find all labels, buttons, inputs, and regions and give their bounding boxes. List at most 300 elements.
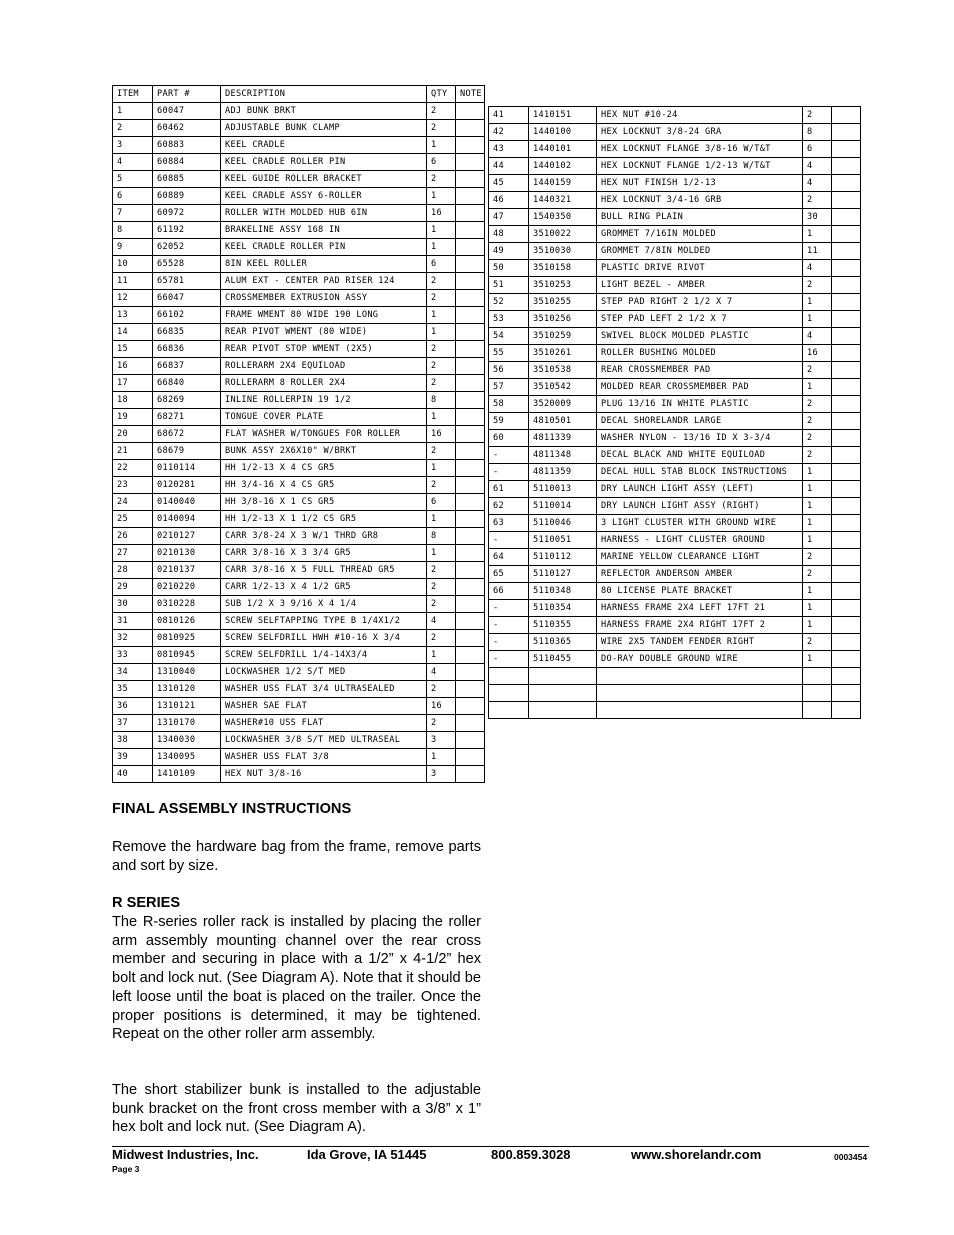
table-row: [489, 617, 861, 634]
cell-note: [456, 409, 485, 426]
cell-part-number: 5110354: [529, 600, 597, 617]
cell-qty: 2: [427, 443, 456, 460]
cell-description: BRAKELINE ASSY 168 IN: [221, 222, 427, 239]
cell-description: KEEL CRADLE ROLLER PIN: [221, 239, 427, 256]
cell-description: FRAME WMENT 80 WIDE 190 LONG: [221, 307, 427, 324]
cell-note: [832, 226, 861, 243]
cell-qty: 1: [427, 460, 456, 477]
cell-part-number: 0210127: [153, 528, 221, 545]
cell-qty: 3: [427, 732, 456, 749]
table-row: [489, 549, 861, 566]
cell-part-number: 5110014: [529, 498, 597, 515]
cell-item: 42: [489, 124, 529, 141]
cell-item: 16: [113, 358, 153, 375]
table-row: [113, 766, 485, 783]
cell-note: [456, 494, 485, 511]
cell-part-number: 1540350: [529, 209, 597, 226]
cell-note: [832, 702, 861, 719]
cell-description: HEX NUT 3/8-16: [221, 766, 427, 783]
cell-qty: 2: [803, 192, 832, 209]
cell-qty: 6: [427, 494, 456, 511]
cell-qty: 2: [427, 171, 456, 188]
cell-part-number: 61192: [153, 222, 221, 239]
cell-part-number: 66047: [153, 290, 221, 307]
cell-item: 54: [489, 328, 529, 345]
cell-note: [456, 630, 485, 647]
cell-item: -: [489, 532, 529, 549]
footer-phone: 800.859.3028: [491, 1147, 571, 1162]
cell-item: 32: [113, 630, 153, 647]
table-row: [489, 515, 861, 532]
cell-qty: 1: [427, 409, 456, 426]
cell-item: 47: [489, 209, 529, 226]
cell-qty: 1: [803, 311, 832, 328]
cell-qty: 2: [803, 549, 832, 566]
cell-note: [832, 651, 861, 668]
cell-qty: 1: [427, 222, 456, 239]
cell-item: 23: [113, 477, 153, 494]
cell-item: 21: [113, 443, 153, 460]
cell-qty: 16: [427, 426, 456, 443]
cell-description: PLASTIC DRIVE RIVOT: [597, 260, 803, 277]
cell-note: [456, 477, 485, 494]
cell-qty: 16: [803, 345, 832, 362]
cell-note: [832, 260, 861, 277]
cell-item: 4: [113, 154, 153, 171]
cell-qty: 2: [803, 430, 832, 447]
table-row: [489, 430, 861, 447]
cell-item: 25: [113, 511, 153, 528]
cell-description: ALUM EXT - CENTER PAD RISER 124: [221, 273, 427, 290]
cell-item: 59: [489, 413, 529, 430]
table-row: [489, 124, 861, 141]
cell-item: 2: [113, 120, 153, 137]
cell-item: 6: [113, 188, 153, 205]
cell-item: 37: [113, 715, 153, 732]
cell-part-number: 0140094: [153, 511, 221, 528]
cell-part-number: 3520009: [529, 396, 597, 413]
table-row: [489, 311, 861, 328]
table-row: [113, 341, 485, 358]
table-row: [113, 477, 485, 494]
table-row: [113, 613, 485, 630]
cell-note: [456, 290, 485, 307]
r-series-body: The R-series roller rack is installed by placing the roller arm assembly mounting channel over the rear cross member and securing in place with a 1/2” x 4-1/2” hex bolt and lock nut. (See Diagram A). Note that it should be left loose until the boat is placed on the trailer. Once the proper positions is determined, it may be tightened. Repeat on the other roller arm assembly.: [112, 914, 481, 1043]
cell-item: 17: [113, 375, 153, 392]
cell-item: 19: [113, 409, 153, 426]
cell-part-number: 3510538: [529, 362, 597, 379]
cell-note: [832, 532, 861, 549]
cell-description: SUB 1/2 X 3 9/16 X 4 1/4: [221, 596, 427, 613]
cell-item: 10: [113, 256, 153, 273]
cell-item: 15: [113, 341, 153, 358]
cell-note: [456, 613, 485, 630]
cell-description: REAR PIVOT STOP WMENT (2X5): [221, 341, 427, 358]
cell-qty: 2: [427, 562, 456, 579]
cell-description: CARR 3/8-24 X 3 W/1 THRD GR8: [221, 528, 427, 545]
table-row: [113, 562, 485, 579]
cell-item: 20: [113, 426, 153, 443]
cell-qty: 1: [803, 651, 832, 668]
cell-item: 57: [489, 379, 529, 396]
cell-item: 9: [113, 239, 153, 256]
cell-part-number: 3510030: [529, 243, 597, 260]
cell-qty: 4: [803, 328, 832, 345]
cell-description: HH 1/2-13 X 4 CS GR5: [221, 460, 427, 477]
cell-part-number: 1440159: [529, 175, 597, 192]
cell-note: [832, 175, 861, 192]
table-row: [113, 307, 485, 324]
table-row: [489, 396, 861, 413]
cell-item: 41: [489, 107, 529, 124]
cell-part-number: 60885: [153, 171, 221, 188]
cell-note: [456, 375, 485, 392]
cell-description: FLAT WASHER W/TONGUES FOR ROLLER: [221, 426, 427, 443]
table-row: [113, 579, 485, 596]
cell-note: [832, 141, 861, 158]
header-item: ITEM: [113, 86, 153, 103]
cell-note: [456, 460, 485, 477]
cell-part-number: 3510158: [529, 260, 597, 277]
cell-description: REAR PIVOT WMENT (80 WIDE): [221, 324, 427, 341]
cell-part-number: [529, 702, 597, 719]
cell-qty: 2: [427, 103, 456, 120]
cell-description: SWIVEL BLOCK MOLDED PLASTIC: [597, 328, 803, 345]
cell-item: 44: [489, 158, 529, 175]
cell-note: [832, 583, 861, 600]
cell-part-number: 60462: [153, 120, 221, 137]
table-row: [489, 175, 861, 192]
cell-description: HH 1/2-13 X 1 1/2 CS GR5: [221, 511, 427, 528]
cell-description: HEX LOCKNUT FLANGE 1/2-13 W/T&T: [597, 158, 803, 175]
header-part-number: PART #: [153, 86, 221, 103]
cell-description: REFLECTOR ANDERSON AMBER: [597, 566, 803, 583]
cell-description: HH 3/4-16 X 4 CS GR5: [221, 477, 427, 494]
cell-qty: 1: [803, 532, 832, 549]
cell-qty: 2: [427, 273, 456, 290]
cell-item: 62: [489, 498, 529, 515]
cell-note: [456, 749, 485, 766]
cell-item: -: [489, 617, 529, 634]
cell-item: 49: [489, 243, 529, 260]
cell-note: [832, 668, 861, 685]
cell-note: [832, 192, 861, 209]
cell-note: [832, 243, 861, 260]
cell-description: 3 LIGHT CLUSTER WITH GROUND WIRE: [597, 515, 803, 532]
cell-qty: 2: [427, 681, 456, 698]
cell-item: 26: [113, 528, 153, 545]
cell-qty: 1: [427, 239, 456, 256]
cell-part-number: 0120281: [153, 477, 221, 494]
cell-item: 40: [113, 766, 153, 783]
cell-description: CARR 3/8-16 X 3 3/4 GR5: [221, 545, 427, 562]
cell-item: -: [489, 447, 529, 464]
cell-note: [456, 341, 485, 358]
cell-part-number: 3510253: [529, 277, 597, 294]
cell-part-number: 1410151: [529, 107, 597, 124]
cell-note: [832, 464, 861, 481]
cell-qty: 16: [427, 205, 456, 222]
cell-item: 30: [113, 596, 153, 613]
cell-part-number: 1340030: [153, 732, 221, 749]
cell-part-number: 0210130: [153, 545, 221, 562]
cell-description: MOLDED REAR CROSSMEMBER PAD: [597, 379, 803, 396]
cell-part-number: 0810945: [153, 647, 221, 664]
table-row: [113, 664, 485, 681]
cell-qty: 2: [803, 413, 832, 430]
cell-part-number: 0210220: [153, 579, 221, 596]
cell-item: 35: [113, 681, 153, 698]
table-row: [113, 511, 485, 528]
table-row: [113, 358, 485, 375]
cell-qty: 1: [803, 481, 832, 498]
table-row: [113, 732, 485, 749]
cell-qty: 2: [803, 107, 832, 124]
cell-description: DRY LAUNCH LIGHT ASSY (LEFT): [597, 481, 803, 498]
table-row: [489, 277, 861, 294]
cell-description: HH 3/8-16 X 1 CS GR5: [221, 494, 427, 511]
cell-qty: 8: [427, 528, 456, 545]
cell-qty: 2: [427, 375, 456, 392]
cell-description: KEEL CRADLE ASSY 6-ROLLER: [221, 188, 427, 205]
cell-part-number: 3510259: [529, 328, 597, 345]
cell-note: [456, 205, 485, 222]
table-row: [113, 596, 485, 613]
cell-note: [456, 120, 485, 137]
cell-note: [832, 549, 861, 566]
cell-qty: 2: [427, 715, 456, 732]
cell-qty: [803, 668, 832, 685]
cell-description: HEX NUT FINISH 1/2-13: [597, 175, 803, 192]
table-row: [489, 158, 861, 175]
cell-part-number: 3510255: [529, 294, 597, 311]
cell-description: KEEL CRADLE ROLLER PIN: [221, 154, 427, 171]
parts-table-left: [112, 85, 485, 783]
cell-part-number: 66835: [153, 324, 221, 341]
cell-note: [456, 681, 485, 698]
cell-description: CROSSMEMBER EXTRUSION ASSY: [221, 290, 427, 307]
cell-item: [489, 685, 529, 702]
cell-description: HARNESS FRAME 2X4 LEFT 17FT 21: [597, 600, 803, 617]
cell-item: 66: [489, 583, 529, 600]
cell-description: GROMMET 7/8IN MOLDED: [597, 243, 803, 260]
cell-note: [456, 256, 485, 273]
cell-note: [456, 392, 485, 409]
cell-item: [489, 668, 529, 685]
cell-qty: 6: [803, 141, 832, 158]
table-row: [113, 171, 485, 188]
cell-description: HEX LOCKNUT FLANGE 3/8-16 W/T&T: [597, 141, 803, 158]
cell-note: [456, 239, 485, 256]
cell-part-number: 66836: [153, 341, 221, 358]
instructions-intro: Remove the hardware bag from the frame, remove parts and sort by size.: [112, 839, 481, 874]
cell-description: GROMMET 7/16IN MOLDED: [597, 226, 803, 243]
table-row: [489, 685, 861, 702]
cell-qty: 11: [803, 243, 832, 260]
cell-item: 50: [489, 260, 529, 277]
cell-part-number: 1440102: [529, 158, 597, 175]
table-row: [113, 392, 485, 409]
cell-description: WASHER NYLON - 13/16 ID X 3-3/4: [597, 430, 803, 447]
cell-item: 1: [113, 103, 153, 120]
cell-part-number: 66840: [153, 375, 221, 392]
cell-note: [456, 562, 485, 579]
cell-description: STEP PAD RIGHT 2 1/2 X 7: [597, 294, 803, 311]
cell-part-number: 65528: [153, 256, 221, 273]
cell-qty: 4: [803, 158, 832, 175]
cell-description: INLINE ROLLERPIN 19 1/2: [221, 392, 427, 409]
cell-item: 34: [113, 664, 153, 681]
cell-qty: 3: [427, 766, 456, 783]
cell-item: 22: [113, 460, 153, 477]
cell-part-number: 60884: [153, 154, 221, 171]
cell-qty: 1: [427, 307, 456, 324]
cell-note: [456, 511, 485, 528]
cell-part-number: 5110355: [529, 617, 597, 634]
cell-description: BUNK ASSY 2X6X10" W/BRKT: [221, 443, 427, 460]
cell-item: 13: [113, 307, 153, 324]
cell-part-number: 5110455: [529, 651, 597, 668]
cell-note: [832, 447, 861, 464]
cell-description: ROLLER BUSHING MOLDED: [597, 345, 803, 362]
cell-description: SCREW SELFTAPPING TYPE B 1/4X1/2: [221, 613, 427, 630]
cell-note: [832, 294, 861, 311]
cell-item: 43: [489, 141, 529, 158]
cell-description: WIRE 2X5 TANDEM FENDER RIGHT: [597, 634, 803, 651]
cell-note: [456, 579, 485, 596]
cell-item: -: [489, 464, 529, 481]
table-row: [489, 192, 861, 209]
table-row: [113, 545, 485, 562]
header-qty: QTY: [427, 86, 456, 103]
cell-part-number: 1310121: [153, 698, 221, 715]
cell-item: 33: [113, 647, 153, 664]
cell-description: DO-RAY DOUBLE GROUND WIRE: [597, 651, 803, 668]
cell-description: WASHER SAE FLAT: [221, 698, 427, 715]
cell-qty: 4: [427, 664, 456, 681]
cell-part-number: 66102: [153, 307, 221, 324]
cell-description: [597, 685, 803, 702]
cell-description: REAR CROSSMEMBER PAD: [597, 362, 803, 379]
cell-qty: 1: [427, 647, 456, 664]
table-row: [489, 328, 861, 345]
cell-qty: 2: [803, 634, 832, 651]
cell-qty: 2: [427, 358, 456, 375]
cell-description: LOCKWASHER 3/8 S/T MED ULTRASEAL: [221, 732, 427, 749]
cell-note: [832, 107, 861, 124]
table-header-row: [113, 86, 485, 103]
cell-note: [456, 732, 485, 749]
cell-note: [456, 596, 485, 613]
instructions-heading: FINAL ASSEMBLY INSTRUCTIONS: [112, 801, 352, 817]
cell-item: 18: [113, 392, 153, 409]
cell-part-number: 3510261: [529, 345, 597, 362]
cell-item: 12: [113, 290, 153, 307]
cell-qty: 1: [803, 379, 832, 396]
cell-part-number: 62052: [153, 239, 221, 256]
table-row: [489, 141, 861, 158]
table-row: [113, 681, 485, 698]
table-row: [489, 702, 861, 719]
header-note: NOTE: [456, 86, 485, 103]
cell-note: [832, 481, 861, 498]
cell-part-number: 0210137: [153, 562, 221, 579]
table-row: [113, 426, 485, 443]
cell-qty: 2: [427, 477, 456, 494]
cell-item: 52: [489, 294, 529, 311]
cell-qty: 30: [803, 209, 832, 226]
table-row: [489, 107, 861, 124]
cell-note: [456, 426, 485, 443]
cell-qty: 1: [427, 137, 456, 154]
cell-description: TONGUE COVER PLATE: [221, 409, 427, 426]
cell-qty: 1: [427, 188, 456, 205]
table-row: [489, 260, 861, 277]
cell-item: 63: [489, 515, 529, 532]
cell-part-number: 66837: [153, 358, 221, 375]
cell-part-number: 60972: [153, 205, 221, 222]
cell-description: SCREW SELFDRILL HWH #10-16 X 3/4: [221, 630, 427, 647]
cell-part-number: 5110013: [529, 481, 597, 498]
table-row: [489, 243, 861, 260]
cell-qty: 1: [803, 583, 832, 600]
cell-description: KEEL GUIDE ROLLER BRACKET: [221, 171, 427, 188]
cell-part-number: 5110365: [529, 634, 597, 651]
table-row: [113, 528, 485, 545]
table-row: [489, 447, 861, 464]
cell-qty: 2: [427, 596, 456, 613]
cell-description: WASHER USS FLAT 3/8: [221, 749, 427, 766]
header-description: DESCRIPTION: [221, 86, 427, 103]
table-row: [113, 205, 485, 222]
cell-part-number: 60889: [153, 188, 221, 205]
cell-item: 27: [113, 545, 153, 562]
cell-qty: 6: [427, 256, 456, 273]
table-row: [113, 375, 485, 392]
cell-description: STEP PAD LEFT 2 1/2 X 7: [597, 311, 803, 328]
cell-note: [456, 154, 485, 171]
table-row: [113, 290, 485, 307]
cell-description: HARNESS FRAME 2X4 RIGHT 17FT 2: [597, 617, 803, 634]
cell-qty: 2: [427, 341, 456, 358]
table-row: [113, 630, 485, 647]
footer-website: www.shorelandr.com: [631, 1147, 762, 1162]
cell-qty: 1: [803, 600, 832, 617]
cell-description: MARINE YELLOW CLEARANCE LIGHT: [597, 549, 803, 566]
cell-part-number: 5110112: [529, 549, 597, 566]
cell-note: [456, 324, 485, 341]
cell-qty: 4: [803, 175, 832, 192]
cell-description: HEX LOCKNUT 3/8-24 GRA: [597, 124, 803, 141]
table-row: [489, 668, 861, 685]
table-row: [489, 583, 861, 600]
cell-description: ROLLERARM 8 ROLLER 2X4: [221, 375, 427, 392]
cell-note: [456, 766, 485, 783]
table-row: [113, 749, 485, 766]
cell-part-number: 4811339: [529, 430, 597, 447]
cell-description: ROLLERARM 2X4 EQUILOAD: [221, 358, 427, 375]
cell-item: 3: [113, 137, 153, 154]
cell-part-number: 3510256: [529, 311, 597, 328]
table-row: [113, 137, 485, 154]
table-row: [113, 494, 485, 511]
cell-note: [832, 413, 861, 430]
cell-part-number: 1340095: [153, 749, 221, 766]
cell-item: 55: [489, 345, 529, 362]
cell-item: 64: [489, 549, 529, 566]
table-row: [113, 120, 485, 137]
cell-item: 48: [489, 226, 529, 243]
